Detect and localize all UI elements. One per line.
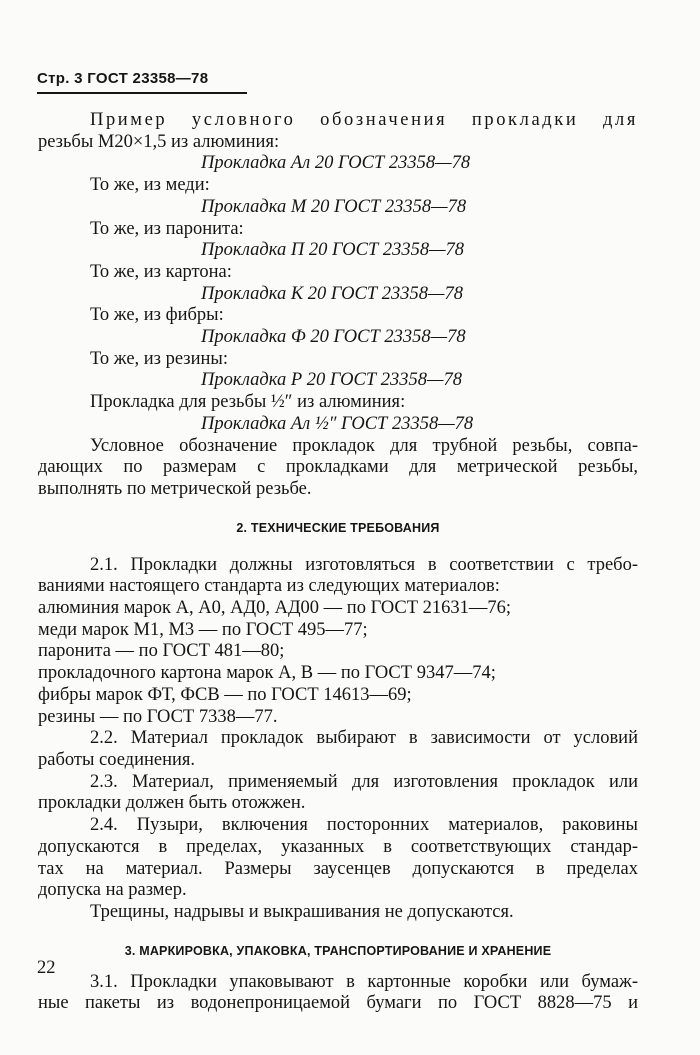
material-item: резины — по ГОСТ 7338—77. [38,706,278,727]
example-label: То же, из картона: [90,261,232,282]
clause-2-4: 2.4. Пузыри, включения посторонних материалов, раковины [90,815,638,836]
clause-2-2: работы соединения. [38,749,196,770]
material-item: фибры марок ФТ, ФСВ — по ГОСТ 14613—69; [38,684,412,705]
designation-example: Прокладка К 20 ГОСТ 23358—78 [201,283,463,304]
clause-2-4: допуска на размер. [38,880,187,901]
section-title-technical-requirements: 2. ТЕХНИЧЕСКИЕ ТРЕБОВАНИЯ [236,520,440,535]
designation-example: Прокладка Ал ½″ ГОСТ 23358—78 [201,413,474,434]
clause-2-1: 2.1. Прокладки должны изготовляться в соответствии с требо- [90,554,638,575]
note-line: дающих по размерам с прокладками для метрической резьбы, [38,457,638,478]
note-line: Условное обозначение прокладок для трубной резьбы, совпа- [90,435,638,456]
material-item: паронита — по ГОСТ 481—80; [38,641,285,662]
designation-example: Прокладка Ал 20 ГОСТ 23358—78 [201,153,471,174]
page-header: Стр. 3 ГОСТ 23358—78 [37,70,209,87]
clause-2-2: 2.2. Материал прокладок выбирают в зависимости от условий [90,728,638,749]
clause-2-4: Трещины, надрывы и выкрашивания не допускаются. [90,901,514,922]
example-label: Прокладка для резьбы ½″ из алюминия: [90,392,406,413]
example-label: То же, из фибры: [90,305,224,326]
clause-2-4: тах на материал. Размеры заусенцев допускаются в пределах [38,858,638,879]
example-label: То же, из паронита: [90,218,244,239]
material-item: алюминия марок А, А0, АД0, АД00 — по ГОСТ 21631—76; [38,598,512,619]
example-label: То же, из резины: [90,348,228,369]
clause-2-4: допускаются в пределах, указанных в соответствующих стандар- [38,836,638,857]
section-title-marking-packing: 3. МАРКИРОВКА, УПАКОВКА, ТРАНСПОРТИРОВАНИЕ И ХРАНЕНИЕ [124,943,552,958]
material-item: меди марок М1, М3 — по ГОСТ 495—77; [38,619,368,640]
note-line: выполнять по метрической резьбе. [38,478,312,499]
example-intro-line: резьбы М20×1,5 из алюминия: [38,131,280,152]
clause-2-3: прокладки должен быть отожжен. [38,793,306,814]
designation-example: Прокладка П 20 ГОСТ 23358—78 [201,240,465,261]
example-label: То же, из меди: [90,175,210,196]
document-body [38,110,638,1015]
material-item: прокладочного картона марок А, В — по ГОСТ 9347—74; [38,663,496,684]
example-intro-line: Пример условного обозначения прокладки для [90,110,638,130]
clause-3-1: 3.1. Прокладки упаковывают в картонные коробки или бумаж- [90,971,638,992]
clause-2-3: 2.3. Материал, применяемый для изготовления прокладок или [90,771,638,792]
clause-3-1: ные пакеты из водонепроницаемой бумаги по ГОСТ 8828—75 и [38,993,638,1014]
designation-example: Прокладка Ф 20 ГОСТ 23358—78 [201,327,466,348]
designation-example: Прокладка Р 20 ГОСТ 23358—78 [201,370,462,391]
page-number: 22 [37,958,56,978]
clause-2-1: ваниями настоящего стандарта из следующих материалов: [38,576,500,597]
designation-example: Прокладка М 20 ГОСТ 23358—78 [201,196,467,217]
header-rule [37,92,247,94]
